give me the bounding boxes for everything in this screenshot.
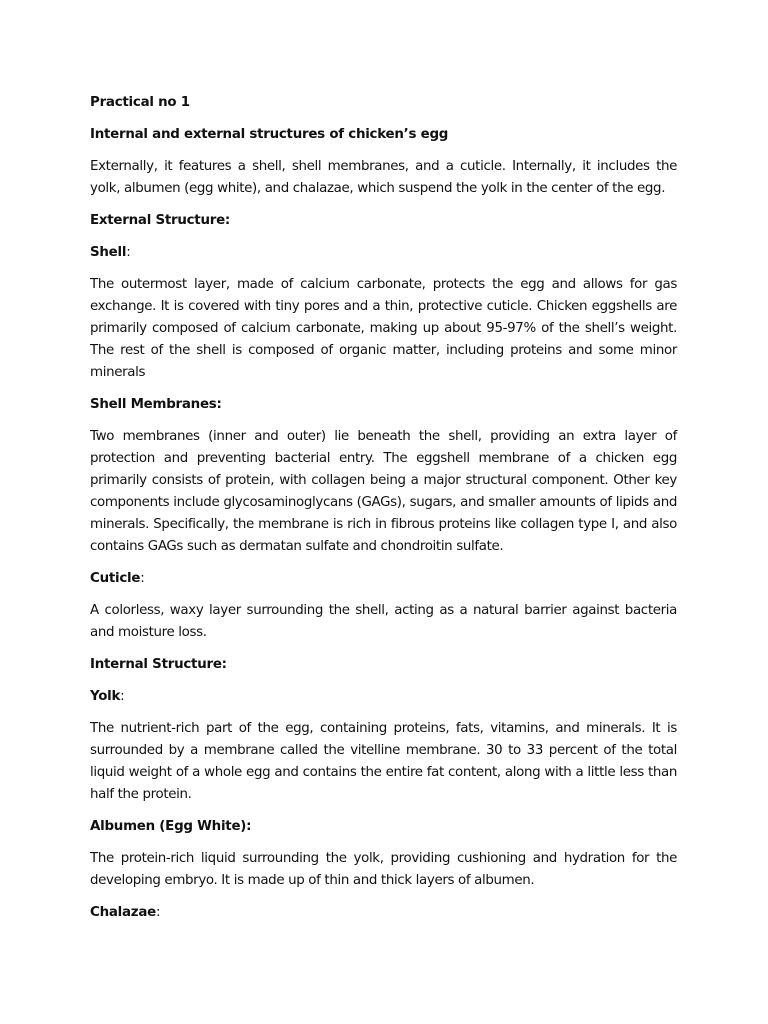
shell-label-colon: : [126,245,131,260]
cuticle-label-colon: : [140,571,145,586]
document-title: Practical no 1 [90,95,190,110]
chalazae-label-text: Chalazae [90,905,156,920]
cuticle-label-text: Cuticle [90,571,141,586]
shell-membranes-heading: Shell Membranes: [90,397,222,412]
intro-paragraph: Externally, it features a shell, shell membranes, and a cuticle. Internally, it includes the yolk, albumen (egg white), and chalazae, which suspend the yolk in the center of the egg. [90,159,677,196]
internal-structure-heading: Internal Structure: [90,657,227,672]
document-page [90,92,677,934]
yolk-label-text: Yolk [90,689,121,704]
albumen-paragraph: The protein-rich liquid surrounding the yolk, providing cushioning and hydration for the developing embryo. It is made up of thin and thick layers of albumen. [90,851,677,888]
external-structure-heading: External Structure: [90,213,231,228]
yolk-paragraph: The nutrient-rich part of the egg, containing proteins, fats, vitamins, and minerals. It is surrounded by a membrane called the vitelline membrane. 30 to 33 percent of the total liquid weight of a whole egg and contains the entire fat content, along with a little less than half the protein. [90,721,677,802]
shell-paragraph: The outermost layer, made of calcium carbonate, protects the egg and allows for gas exchange. It is covered with tiny pores and a thin, protective cuticle. Chicken eggshells are primarily composed of calcium carbonate, making up about 95-97% of the shell’s weight. The rest of the shell is composed of organic matter, including proteins and some minor minerals [90,277,677,380]
yolk-label-colon: : [120,689,125,704]
cuticle-label [90,568,677,590]
shell-label-text: Shell [90,245,127,260]
shell-label [90,242,677,264]
albumen-heading: Albumen (Egg White): [90,819,252,834]
chalazae-label-colon: : [155,905,161,920]
yolk-label [90,686,677,708]
shell-membranes-paragraph: Two membranes (inner and outer) lie beneath the shell, providing an extra layer of protection and preventing bacterial entry. The eggshell membrane of a chicken egg primarily consists of protein, with collagen being a major structural component. Other key components include glycosaminoglycans (GAGs), sugars, and smaller amounts of lipids and minerals. Specifically, the membrane is rich in fibrous proteins like collagen type I, and also contains GAGs such as dermatan sulfate and chondroitin sulfate. [90,429,677,554]
chalazae-label [90,902,677,924]
cuticle-paragraph: A colorless, waxy layer surrounding the shell, acting as a natural barrier against bacteria and moisture loss. [90,603,677,640]
document-subtitle: Internal and external structures of chicken’s egg [90,127,449,142]
